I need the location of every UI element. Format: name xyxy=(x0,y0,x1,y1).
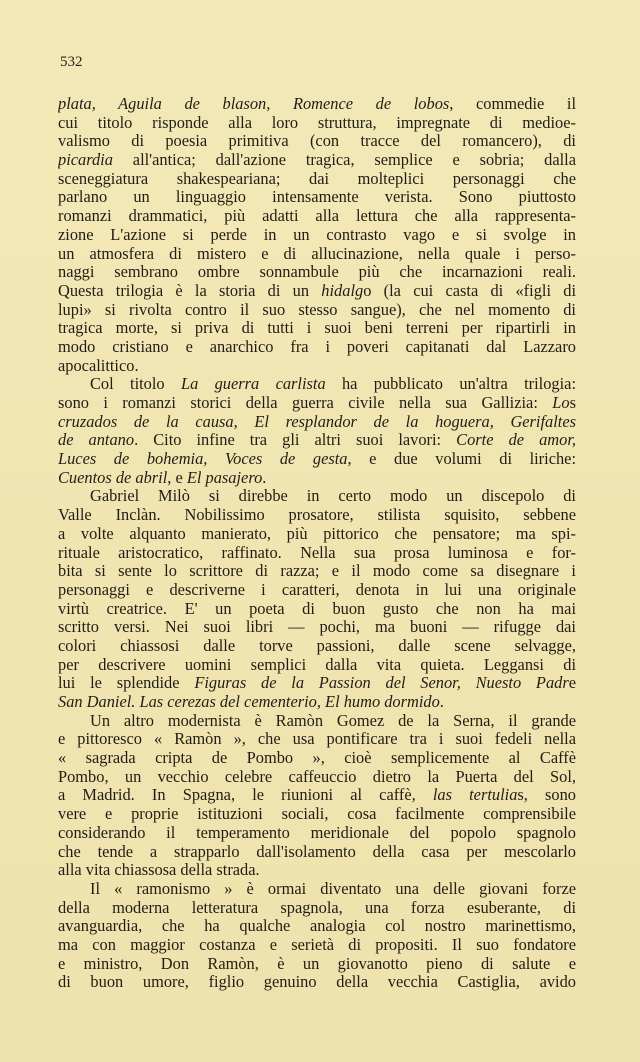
text-line: per descrivere uomini semplici dalla vita quieta. Leggansi di xyxy=(58,655,576,674)
text-line: che tende a strapparlo dall'isolamento della casa per mescolarlo xyxy=(58,842,576,861)
text-line: sono i romanzi storici della guerra civile nella sua Gallizia: Los xyxy=(58,394,576,412)
text-line: e ministro, Don Ramòn, è un giovanotto pieno di salute e xyxy=(58,954,576,973)
text-line: e pittoresco « Ramòn », che usa pontificare tra i suoi fedeli nella xyxy=(58,730,576,749)
text-line: considerando il temperamento meridionale del popolo spagnolo xyxy=(58,823,576,842)
text-line: plata, Aguila de blason, Romence de lobos, commedie il xyxy=(58,95,576,113)
text-line: a volte alquanto manierato, più pittorico che pensatore; ma spi- xyxy=(58,524,576,543)
text-line: alla vita chiassosa della strada. xyxy=(58,861,260,880)
text-line: Valle Inclàn. Nobilissimo prosatore, stilista squisito, sebbene xyxy=(58,506,576,525)
text-line: apocalittico. xyxy=(58,356,139,375)
text-line: scritto versi. Nei suoi libri — pochi, ma buoni — rifugge dai xyxy=(58,618,576,637)
text-line: lui le splendide Figuras de la Passion del Senor, Nuesto Padre xyxy=(58,674,576,693)
text-line: Luces de bohemia, Voces de gesta, e due volumi di liriche: xyxy=(58,450,576,469)
text-line: « sagrada cripta de Pombo », cioè semplicemente al Caffè xyxy=(58,749,576,768)
text-line: bita si sente lo scrittore di razza; e il modo come sa disegnare i xyxy=(58,562,576,581)
text-line: valismo di poesia primitiva (con tracce del romancero), di xyxy=(58,132,576,151)
text-line: cui titolo risponde alla loro struttura, impregnate di medioe- xyxy=(58,113,576,132)
text-line: ma con maggior costanza e serietà di propositi. Il suo fondatore xyxy=(58,935,576,954)
text-line: della moderna letteratura spagnola, una forza esuberante, di xyxy=(58,898,576,917)
text-line: un atmosfera di mistero e di allucinazione, nella quale i perso- xyxy=(58,244,576,263)
body-text xyxy=(58,95,576,992)
text-line: vere e proprie istituzioni sociali, cosa facilmente comprensibile xyxy=(58,805,576,824)
text-line: Il « ramonismo » è ormai diventato una delle giovani forze xyxy=(90,879,576,898)
text-line: virtù creatrice. E' un poeta di buon gusto che non ha mai xyxy=(58,599,576,618)
text-line: tragica morte, si priva di tutti i suoi beni terreni per ripartirli in xyxy=(58,319,576,338)
text-line: romanzi drammatici, più adatti alla lettura che alla rappresenta- xyxy=(58,207,576,226)
text-line: parlano un linguaggio intensamente verista. Sono piuttosto xyxy=(58,188,576,207)
text-line: Questa trilogia è la storia di un hidalgo (la cui casta di «figli di xyxy=(58,281,576,300)
text-line: lupi» si rivolta contro il suo stesso sangue), che nel momento di xyxy=(58,300,576,319)
text-line: avanguardia, che ha qualche analogia col nostro marinettismo, xyxy=(58,917,576,936)
text-line: de antano. Cito infine tra gli altri suoi lavori: Corte de amor, xyxy=(58,431,576,450)
text-line: Pombo, un vecchio celebre caffeuccio dietro la Puerta del Sol, xyxy=(58,767,576,786)
text-line: personaggi e descriverne i caratteri, denota in lui una originale xyxy=(58,580,576,599)
text-line: rituale aristocratico, raffinato. Nella sua prosa luminosa e for- xyxy=(58,543,576,562)
page-number: 532 xyxy=(60,54,83,70)
text-line: Cuentos de abril, e El pasajero. xyxy=(58,468,267,487)
text-line: Col titolo La guerra carlista ha pubblicato un'altra trilogia: xyxy=(90,375,576,394)
text-line: naggi sembrano ombre sonnambule più che incarnazioni reali. xyxy=(58,263,576,282)
text-line: Un altro modernista è Ramòn Gomez de la Serna, il grande xyxy=(90,711,576,730)
text-line: zione L'azione si perde in un contrasto vago e si svolge in xyxy=(58,225,576,244)
text-line: cruzados de la causa, El resplandor de la hoguera, Gerifaltes xyxy=(58,412,576,431)
text-line: picardia all'antica; dall'azione tragica, semplice e sobria; dalla xyxy=(58,151,576,170)
text-line: colori chiassosi dalle torve passioni, dalle scene selvagge, xyxy=(58,636,576,655)
text-line: San Daniel. Las cerezas del cementerio, El humo dormido. xyxy=(58,693,444,711)
text-line: modo cristiano e anarchico fra i poveri capitanati dal Lazzaro xyxy=(58,337,576,356)
text-line: di buon umore, figlio genuino della vecchia Castiglia, avido xyxy=(58,973,576,992)
text-line: a Madrid. In Spagna, le riunioni al caffè, las tertulias, sono xyxy=(58,786,576,805)
text-line: Gabriel Milò si direbbe in certo modo un discepolo di xyxy=(90,487,576,506)
text-line: sceneggiatura shakespeariana; dai molteplici personaggi che xyxy=(58,169,576,188)
